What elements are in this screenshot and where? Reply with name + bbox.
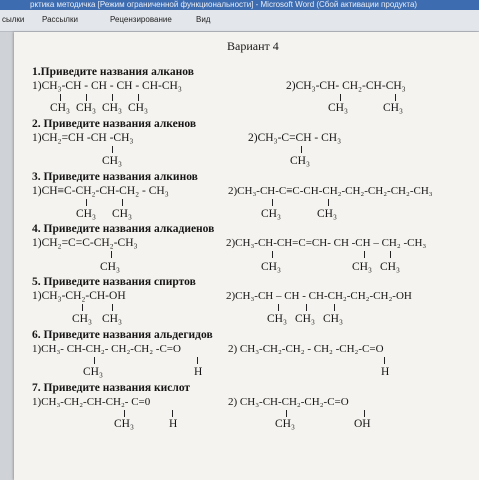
- s6-formula-1: 1)CH₃- CH-CH₂- CH₂-CH₂ -C=O: [32, 343, 181, 355]
- tab-review[interactable]: Рецензирование: [110, 15, 172, 24]
- s7-formula-1: 1)CH₃-CH₂-CH-CH₂- C=0: [32, 396, 151, 408]
- s6-f1-sub-2: H: [194, 366, 203, 378]
- s1-formula-1: 1)CH₃-CH - CH - CH - CH-CH₃: [32, 80, 182, 92]
- s3-f2-sub-1: CH₃: [261, 208, 281, 220]
- s5-formula-2: 2)CH₃-CH – CH - CH-CH₂-CH₂-CH₂-OH: [226, 290, 412, 302]
- section-6-heading: 6. Приведите названия альдегидов: [32, 329, 213, 341]
- section-2-heading: 2. Приведите названия алкенов: [32, 118, 197, 130]
- s4-f2-sub-3: CH₃: [380, 261, 400, 273]
- s4-f2-sub-2: CH₃: [352, 261, 372, 273]
- s6-f1-sub-1: CH₃: [83, 366, 103, 378]
- s3-f1-sub-1: CH₃: [76, 208, 96, 220]
- s1-f2-sub-1: CH₃: [328, 102, 348, 114]
- s5-formula-1: 1)CH₃-CH₂-CH-OH: [32, 290, 126, 302]
- section-3-heading: 3. Приведите названия алкинов: [32, 171, 198, 183]
- s3-formula-2: 2)CH₃-CH-C≡C-CH-CH₂-CH₂-CH₂-CH₂-CH₃: [228, 185, 433, 197]
- s7-f2-sub-2: OH: [354, 418, 371, 430]
- s3-f2-sub-2: CH₃: [317, 208, 337, 220]
- s1-f1-sub-2: CH₃: [76, 102, 96, 114]
- s6-formula-2: 2) CH₃-CH₂-CH₂ - CH₂ -CH₂-C=O: [228, 343, 384, 355]
- window-title: рктика методичка [Режим ограниченной функциональности] - Microsoft Word (Сбой активации продукта): [0, 0, 479, 10]
- s2-formula-2: 2)CH₃-C=CH - CH₃: [248, 132, 342, 144]
- s1-f1-sub-1: CH₃: [50, 102, 70, 114]
- s4-formula-2: 2)CH₃-CH-CH=C=CH- CH -CH – CH₂ -CH₃: [226, 237, 427, 249]
- section-4-heading: 4. Приведите названия алкадиенов: [32, 223, 215, 235]
- s5-f1-sub-1: CH₃: [72, 313, 92, 325]
- s1-f2-sub-2: CH₃: [383, 102, 403, 114]
- s1-f1-sub-3: CH₃: [102, 102, 122, 114]
- s3-f1-sub-2: CH₃: [112, 208, 132, 220]
- s2-f1-sub-1: CH₃: [102, 155, 122, 167]
- s1-formula-2: 2)CH₃-CH- CH₂-CH-CH₃: [286, 80, 406, 92]
- ribbon: [0, 10, 479, 32]
- document-page[interactable]: [14, 32, 479, 480]
- s5-f2-sub-2: CH₃: [295, 313, 315, 325]
- s6-f2-sub-1: H: [381, 366, 390, 378]
- s7-formula-2: 2) CH₃-CH-CH₂-CH₂-C=O: [228, 396, 349, 408]
- s7-f1-sub-2: H: [169, 418, 178, 430]
- s5-f2-sub-1: CH₃: [267, 313, 287, 325]
- s4-f2-sub-1: CH₃: [261, 261, 281, 273]
- section-5-heading: 5. Приведите названия спиртов: [32, 276, 196, 288]
- section-1-heading: 1.Приведите названия алканов: [32, 66, 194, 78]
- s7-f2-sub-1: CH₃: [275, 418, 295, 430]
- tab-mailings[interactable]: Рассылки: [42, 15, 78, 24]
- doc-title: Вариант 4: [227, 39, 279, 53]
- s7-f1-sub-1: CH₃: [114, 418, 134, 430]
- tab-links[interactable]: сылки: [2, 15, 25, 24]
- section-7-heading: 7. Приведите названия кислот: [32, 382, 191, 394]
- s5-f1-sub-2: CH₃: [102, 313, 122, 325]
- s5-f2-sub-3: CH₃: [323, 313, 343, 325]
- s2-formula-1: 1)CH₂=CH -CH -CH₃: [32, 132, 134, 144]
- s4-f1-sub-1: CH₃: [100, 261, 120, 273]
- s4-formula-1: 1)CH₂=C=C-CH₂-CH₃: [32, 237, 138, 249]
- s3-formula-1: 1)CH≡C-CH₂-CH-CH₂ - CH₃: [32, 185, 169, 197]
- s2-f2-sub-1: CH₃: [290, 155, 310, 167]
- s1-f1-sub-4: CH₃: [128, 102, 148, 114]
- tab-view[interactable]: Вид: [196, 15, 211, 24]
